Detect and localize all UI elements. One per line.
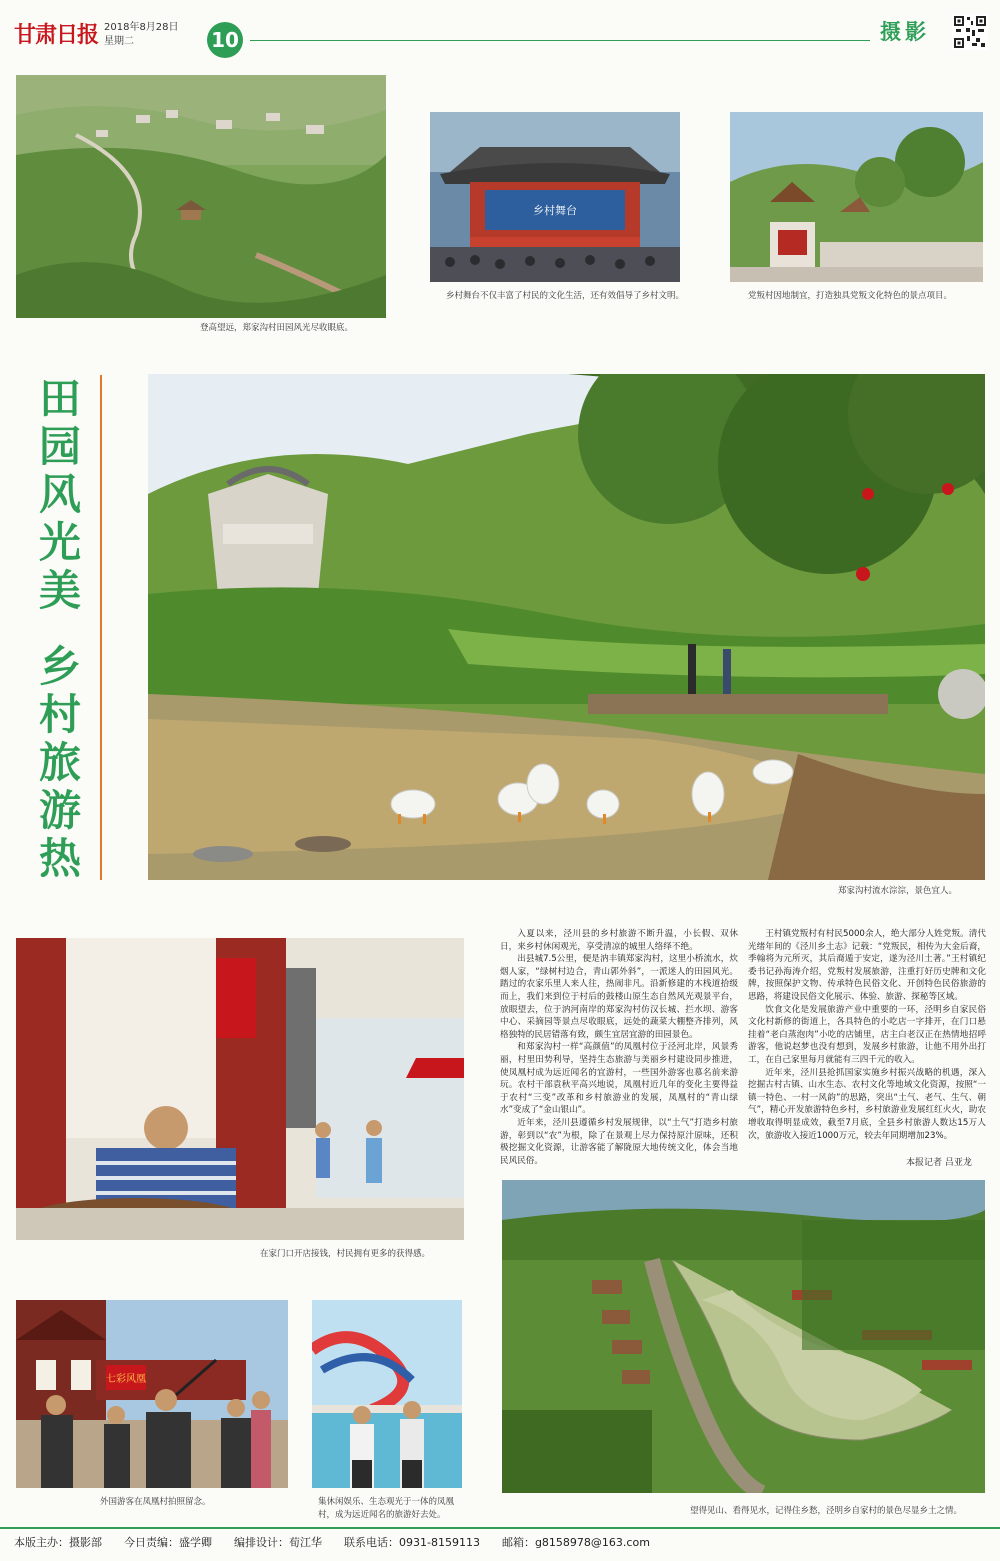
photo-village-aerial (502, 1180, 985, 1493)
article-paragraph: 饮食文化是发展旅游产业中重要的一环，泾明乡自家民俗文化村新修的街道上，各具特色的小吃店一字排开，在门口悬挂着“老白蒸泡肉”小吃的店铺里，店主白老汉正在热情地招呼游客，他说赵梦也没有想到，发展乡村旅游，让他不用外出打工，在自己家里每月就能有三四千元的收入。 (748, 1004, 986, 1065)
header-divider (250, 40, 870, 41)
article-column-1 (500, 928, 738, 1167)
date-text: 2018年8月28日 (104, 22, 179, 33)
article-paragraph: 入夏以来，泾川县的乡村旅游不断升温，小长假、双休日，来乡村休闲观光，享受清凉的城里人络绎不绝。 (500, 929, 738, 952)
photo-tourists (16, 1300, 288, 1488)
caption-stream: 郑家沟村流水淙淙，景色宜人。 (838, 886, 958, 896)
photo-dangpan-park (730, 112, 983, 282)
article-paragraph: 出县城7.5公里，便是汭丰镇郑家沟村，这里小桥流水，炊烟人家，“绿树村边合，青山郭外斜”，一派迷人的田园风光。踏过的农家乐里人来人往，热闹非凡。沿新修建的木栈道拾级而上，我们来到位于村后的鼓楼山原生态自然风光观景平台，放眼望去，位于汭河南岸的郑家沟村仿汉长城、拦水坝、游客中心、采摘园等景点尽收眼底，远处的蔬菜大棚整齐排列，风格独特的民居错落有致，颇生宜居宜游的田园景色。 (500, 954, 738, 1040)
article-paragraph: 近年来，泾川县遵循乡村发展规律，以“土气”打造乡村旅游，彰到以“农”为根，除了在景观上尽力保持原汁原味，还积极挖掘文化资源，让游客能了解陇原大地传统文化，体会当地民风民俗。 (500, 1117, 738, 1166)
footer-credits (14, 1534, 994, 1550)
issue-date (104, 21, 179, 49)
caption-vendor: 在家门口开店接钱，村民拥有更多的获得感。 (260, 1249, 431, 1259)
photo-aerial-terraces (16, 75, 386, 318)
page-number-badge: 10 (207, 22, 243, 58)
photo-waterpark (312, 1300, 462, 1488)
photo-village-stage (430, 112, 680, 282)
caption-village-aerial: 望得见山、看得见水，记得住乡愁，泾明乡自家村的景色尽显乡土之情。 (690, 1506, 963, 1516)
headline (30, 375, 90, 883)
photo-vendor (16, 938, 464, 1240)
photo-stream-geese (148, 374, 985, 880)
headline-line-1: 田园风光美 (38, 374, 81, 615)
caption-stage: 乡村舞台不仅丰富了村民的文化生活，还有效倡导了乡村文明。 (446, 291, 685, 301)
caption-waterpark: 集休闲娱乐、生态观光于一体的凤凰村，成为远近闻名的旅游好去处。 (318, 1497, 455, 1520)
article-paragraph: 近年来，泾川县抢抓国家实施乡村振兴战略的机遇，深入挖掘古村古镇、山水生态、农村文化等地域文化资源，按照“一镇一特色、一村一风韵”的思路，突出“土气、老气、生气、朝气”，精心开发旅游特色乡村，乡村旅游业发展红红火火，助农增收取得明显成效，截至7月底，全县乡村旅游人数达15万人次，旅游收入接近1000万元，较去年同期增加23%。 (748, 1067, 986, 1141)
footer-duty-editor: 今日责编：盛学卿 (124, 1536, 212, 1549)
article-column-2 (748, 928, 986, 1142)
section-title: 摄影 (880, 20, 930, 44)
byline: 本报记者 吕亚龙 (906, 1158, 972, 1168)
footer-email[interactable]: 邮箱：g8158978@163.com (501, 1536, 650, 1549)
newspaper-logo: 甘肃日报 (14, 22, 99, 48)
headline-line-2: 乡村旅游热 (38, 642, 81, 883)
footer-phone: 联系电话：0931-8159113 (344, 1536, 480, 1549)
caption-tourists: 外国游客在凤凰村拍照留念。 (100, 1497, 211, 1507)
shop-sign-text: 七彩风凰 (106, 1374, 146, 1385)
footer-chief-editor: 本版主办：摄影部 (14, 1536, 102, 1549)
article-paragraph: 和郑家沟村一样“高颜值”的凤凰村位于泾河北岸，风景秀丽，村里田势利导，坚持生态旅游与美丽乡村建设同步推进，使凤凰村成为远近闻名的宜游村，一些国外游客也慕名前来游玩。农村干部袁秋平高兴地说，凤凰村近几年的变化主要得益于农村“三变”改革和乡村旅游业的发展，凤凰村的“青山绿水”变成了“金山银山”。 (500, 1042, 738, 1116)
stage-banner-text: 乡村舞台 (533, 204, 577, 217)
weekday-text: 星期二 (104, 36, 134, 47)
article-paragraph: 王村镇党叛村有村民5000余人，绝大部分人姓党叛。清代光绪年间的《泾川乡土志》记载：“党叛民，相传为大金后裔，季翰将为元所灭，其后裔遁于安定，遂为泾川土著。”王村镇纪委书记孙海涛介绍，党叛村发展旅游，注重打好历史牌和文化牌，按照保护文物、传承特色民俗文化、开创特色民俗旅游的思路，将建设民俗文化展示、体验、旅游、探秘等区域。 (748, 929, 986, 1002)
headline-rule (100, 375, 102, 880)
caption-aerial: 登高望远，郑家沟村田园风光尽收眼底。 (200, 323, 354, 333)
footer-designer: 编排设计：荀江华 (234, 1536, 322, 1549)
qr-code-icon[interactable] (952, 14, 988, 50)
caption-park: 党叛村因地制宜，打造独具党叛文化特色的景点项目。 (748, 291, 953, 301)
footer-divider (0, 1527, 1000, 1529)
